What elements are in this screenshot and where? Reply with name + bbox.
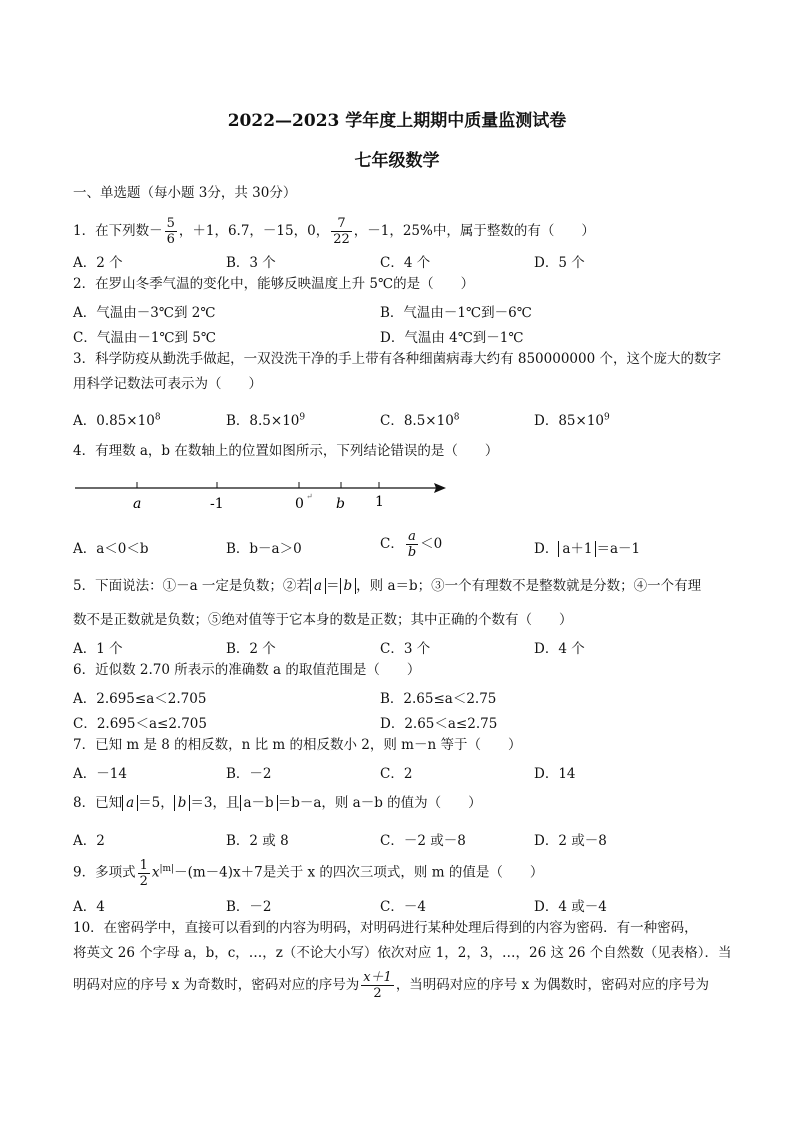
- q4-option-b: B．b－a＞0: [226, 541, 302, 557]
- label-minus-1: -1: [210, 496, 224, 512]
- q1-option-c: C．4 个: [380, 255, 431, 271]
- question-3-line-2: 用科学记数法可表示为（ ）: [73, 376, 262, 392]
- q2-option-a: A．气温由－3℃到 2℃: [73, 305, 216, 321]
- question-9-stem: 9．多项式 $\frac{1}{2}$ $x^{|m|}-(m-4)x+7$是关于 x 的四次三项式，则 m 的值是（ ）: [73, 857, 544, 889]
- question-10-line-2: 将英文 26 个字母 a，b，c，…，z（不论大小写）依次对应 1，2，3，…，26 这 26 个自然数（见表格）．当: [73, 945, 732, 961]
- q1-option-a: A．2 个: [73, 255, 123, 271]
- label-a: a: [133, 496, 142, 512]
- question-10-line-1: 10．在密码学中，直接可以看到的内容为明码，对明码进行某种处理后得到的内容为密码．有一种密码，: [73, 920, 698, 936]
- q5-option-a: A．1 个: [73, 641, 123, 657]
- q1-fraction-1: $\frac{5}{6}$: [166, 216, 175, 247]
- q6-option-a: A．2.695≤a＜2.705: [73, 691, 207, 707]
- q1-option-d: D．5 个: [534, 255, 585, 271]
- question-7-stem: 7．已知 m 是 8 的相反数，n 比 m 的相反数小 2，则 m－n 等于（ ）: [73, 737, 522, 753]
- q5-option-c: C．3 个: [380, 641, 431, 657]
- q2-option-b: B．气温由－1℃到－6℃: [380, 305, 532, 321]
- question-8-stem: 8．已知 a ＝5， b ＝3，且 a－b ＝b－a，则 a－b 的值为（ ）: [73, 795, 482, 811]
- q3-option-c: C．$8.5\times 10^8$: [380, 412, 460, 429]
- number-line-figure: [70, 475, 460, 520]
- q9-option-a: A．4: [73, 899, 105, 915]
- label-b: b: [336, 496, 345, 512]
- q3-option-a: A．$0.85\times 10^8$: [73, 412, 161, 429]
- q8-option-d: D．2 或－8: [534, 833, 607, 849]
- q4-option-d: D． a＋1 ＝a－1: [534, 541, 641, 557]
- label-0: 0: [295, 496, 304, 512]
- q7-option-a: A．－14: [73, 766, 127, 782]
- question-3-line-1: 3．科学防疫从勤洗手做起，一双没洗干净的手上带有各种细菌病毒大约有 850000000 个，这个庞大的数字: [73, 351, 721, 367]
- q8-option-c: C．－2 或－8: [380, 833, 466, 849]
- q8-option-b: B．2 或 8: [226, 833, 289, 849]
- return-mark-icon: ↵: [306, 492, 313, 501]
- q1-mid: ，＋1，6.7，－15，0，: [178, 223, 330, 239]
- q7-option-d: D．14: [534, 766, 576, 782]
- q5-option-d: D．4 个: [534, 641, 585, 657]
- question-5-line-2: 数不是正数就是负数；⑤绝对值等于它本身的数是正数；其中正确的个数有（ ）: [73, 612, 573, 628]
- q1-option-b: B．3 个: [226, 255, 276, 271]
- q9-option-c: C．－4: [380, 899, 426, 915]
- question-1-stem: [73, 212, 595, 250]
- q8-option-a: A．2: [73, 833, 105, 849]
- q4-option-c: C． $\frac{a}{b}$ ＜0: [380, 529, 443, 560]
- question-5-line-1: 5．下面说法：①－a 一定是负数；②若 a ＝ b ，则 a＝b；③一个有理数不是整数就是分数；④一个有理: [73, 578, 702, 594]
- q3-option-b: B．$8.5\times 10^9$: [226, 412, 306, 429]
- q3-option-d: D．$85\times 10^9$: [534, 412, 610, 429]
- question-2-stem: 2．在罗山冬季气温的变化中，能够反映温度上升 5℃的是（ ）: [73, 276, 475, 292]
- q7-option-c: C．2: [380, 766, 413, 782]
- page-subtitle: 七年级数学: [354, 151, 440, 171]
- q1-fraction-2: $\frac{7}{22}$: [333, 216, 350, 247]
- q5-option-b: B．2 个: [226, 641, 276, 657]
- q9-option-d: D．4 或－4: [534, 899, 607, 915]
- q4-option-a: A．a＜0＜b: [73, 541, 149, 557]
- q7-option-b: B．－2: [226, 766, 272, 782]
- q2-option-c: C．气温由－1℃到 5℃: [73, 330, 217, 346]
- q1-pre: 1．在下列数－: [73, 223, 163, 239]
- q2-option-d: D．气温由 4℃到－1℃: [380, 330, 524, 346]
- q6-option-c: C．2.695＜a≤2.705: [73, 716, 207, 732]
- question-4-stem: 4．有理数 a，b 在数轴上的位置如图所示，下列结论错误的是（ ）: [73, 443, 499, 459]
- question-6-stem: 6．近似数 2.70 所表示的准确数 a 的取值范围是（ ）: [73, 662, 421, 678]
- q1-post: ，－1，25%中，属于整数的有（ ）: [353, 223, 595, 239]
- question-10-line-3: 明码对应的序号 x 为奇数时，密码对应的序号为 $\frac{x+1}{2}$ ，当明码对应的序号 x 为偶数时，密码对应的序号为: [73, 970, 710, 1001]
- section-heading: 一、单选题（每小题 3分，共 30分）: [73, 185, 297, 201]
- q9-option-b: B．－2: [226, 899, 272, 915]
- q6-option-d: D．2.65＜a≤2.75: [380, 716, 498, 732]
- q6-option-b: B．2.65≤a＜2.75: [380, 691, 497, 707]
- page-title: 2022—2023 学年度上期期中质量监测试卷: [227, 111, 567, 131]
- label-1: 1: [375, 494, 384, 510]
